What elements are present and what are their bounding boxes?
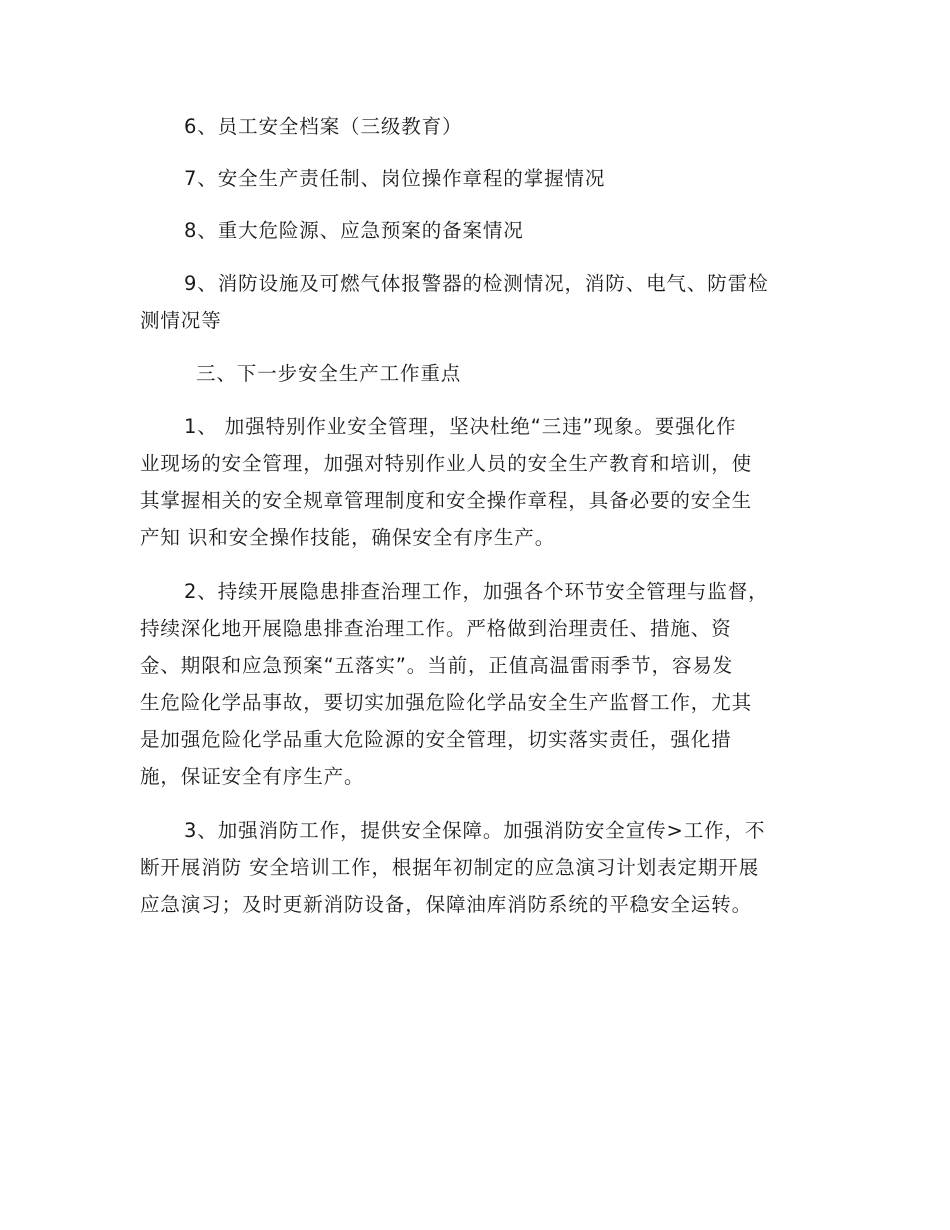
para-3-line-1: 3、加强消防工作，提供安全保障。加强消防安全宣传>工作，不 [184,819,766,842]
para-3-line-2: 断开展消防 安全培训工作，根据年初制定的应急演习计划表定期开展 [140,856,760,879]
para-2-line-6: 施，保证安全有序生产。 [140,765,365,788]
item-7-line: 7、安全生产责任制、岗位操作章程的掌握情况 [184,167,606,190]
para-1-line-2: 业现场的安全管理，加强对特别作业人员的安全生产教育和培训，使 [140,452,753,475]
para-3-line-3: 应急演习；及时更新消防设备，保障油库消防系统的平稳安全运转。 [140,893,753,916]
item-6-line: 6、员工安全档案（三级教育） [184,115,463,138]
item-8-line: 8、重大危险源、应急预案的备案情况 [184,219,524,242]
item-9-line-1: 9、消防设施及可燃气体报警器的检测情况，消防、电气、防雷检 [184,272,769,295]
item-9-line-2: 测情况等 [140,309,222,332]
para-2-line-4: 生危险化学品事故，要切实加强危险化学品安全生产监督工作，尤其 [140,691,753,714]
section-heading: 三、下一步安全生产工作重点 [196,362,462,385]
para-1-line-4: 产知 识和安全操作技能，确保安全有序生产。 [140,526,556,549]
para-2-line-2: 持续深化地开展隐患排查治理工作。严格做到治理责任、措施、资 [140,617,732,640]
para-1-line-1: 1、 加强特别作业安全管理，坚决杜绝“三违”现象。要强化作 [184,415,737,438]
para-2-line-5: 是加强危险化学品重大危险源的安全管理，切实落实责任，强化措 [140,728,732,751]
para-2-line-1: 2、持续开展隐患排查治理工作，加强各个环节安全管理与监督， [184,580,769,603]
para-1-line-3: 其掌握相关的安全规章管理制度和安全操作章程，具备必要的安全生 [140,489,753,512]
para-2-line-3: 金、期限和应急预案“五落实”。当前，正值高温雷雨季节，容易发 [140,654,734,677]
